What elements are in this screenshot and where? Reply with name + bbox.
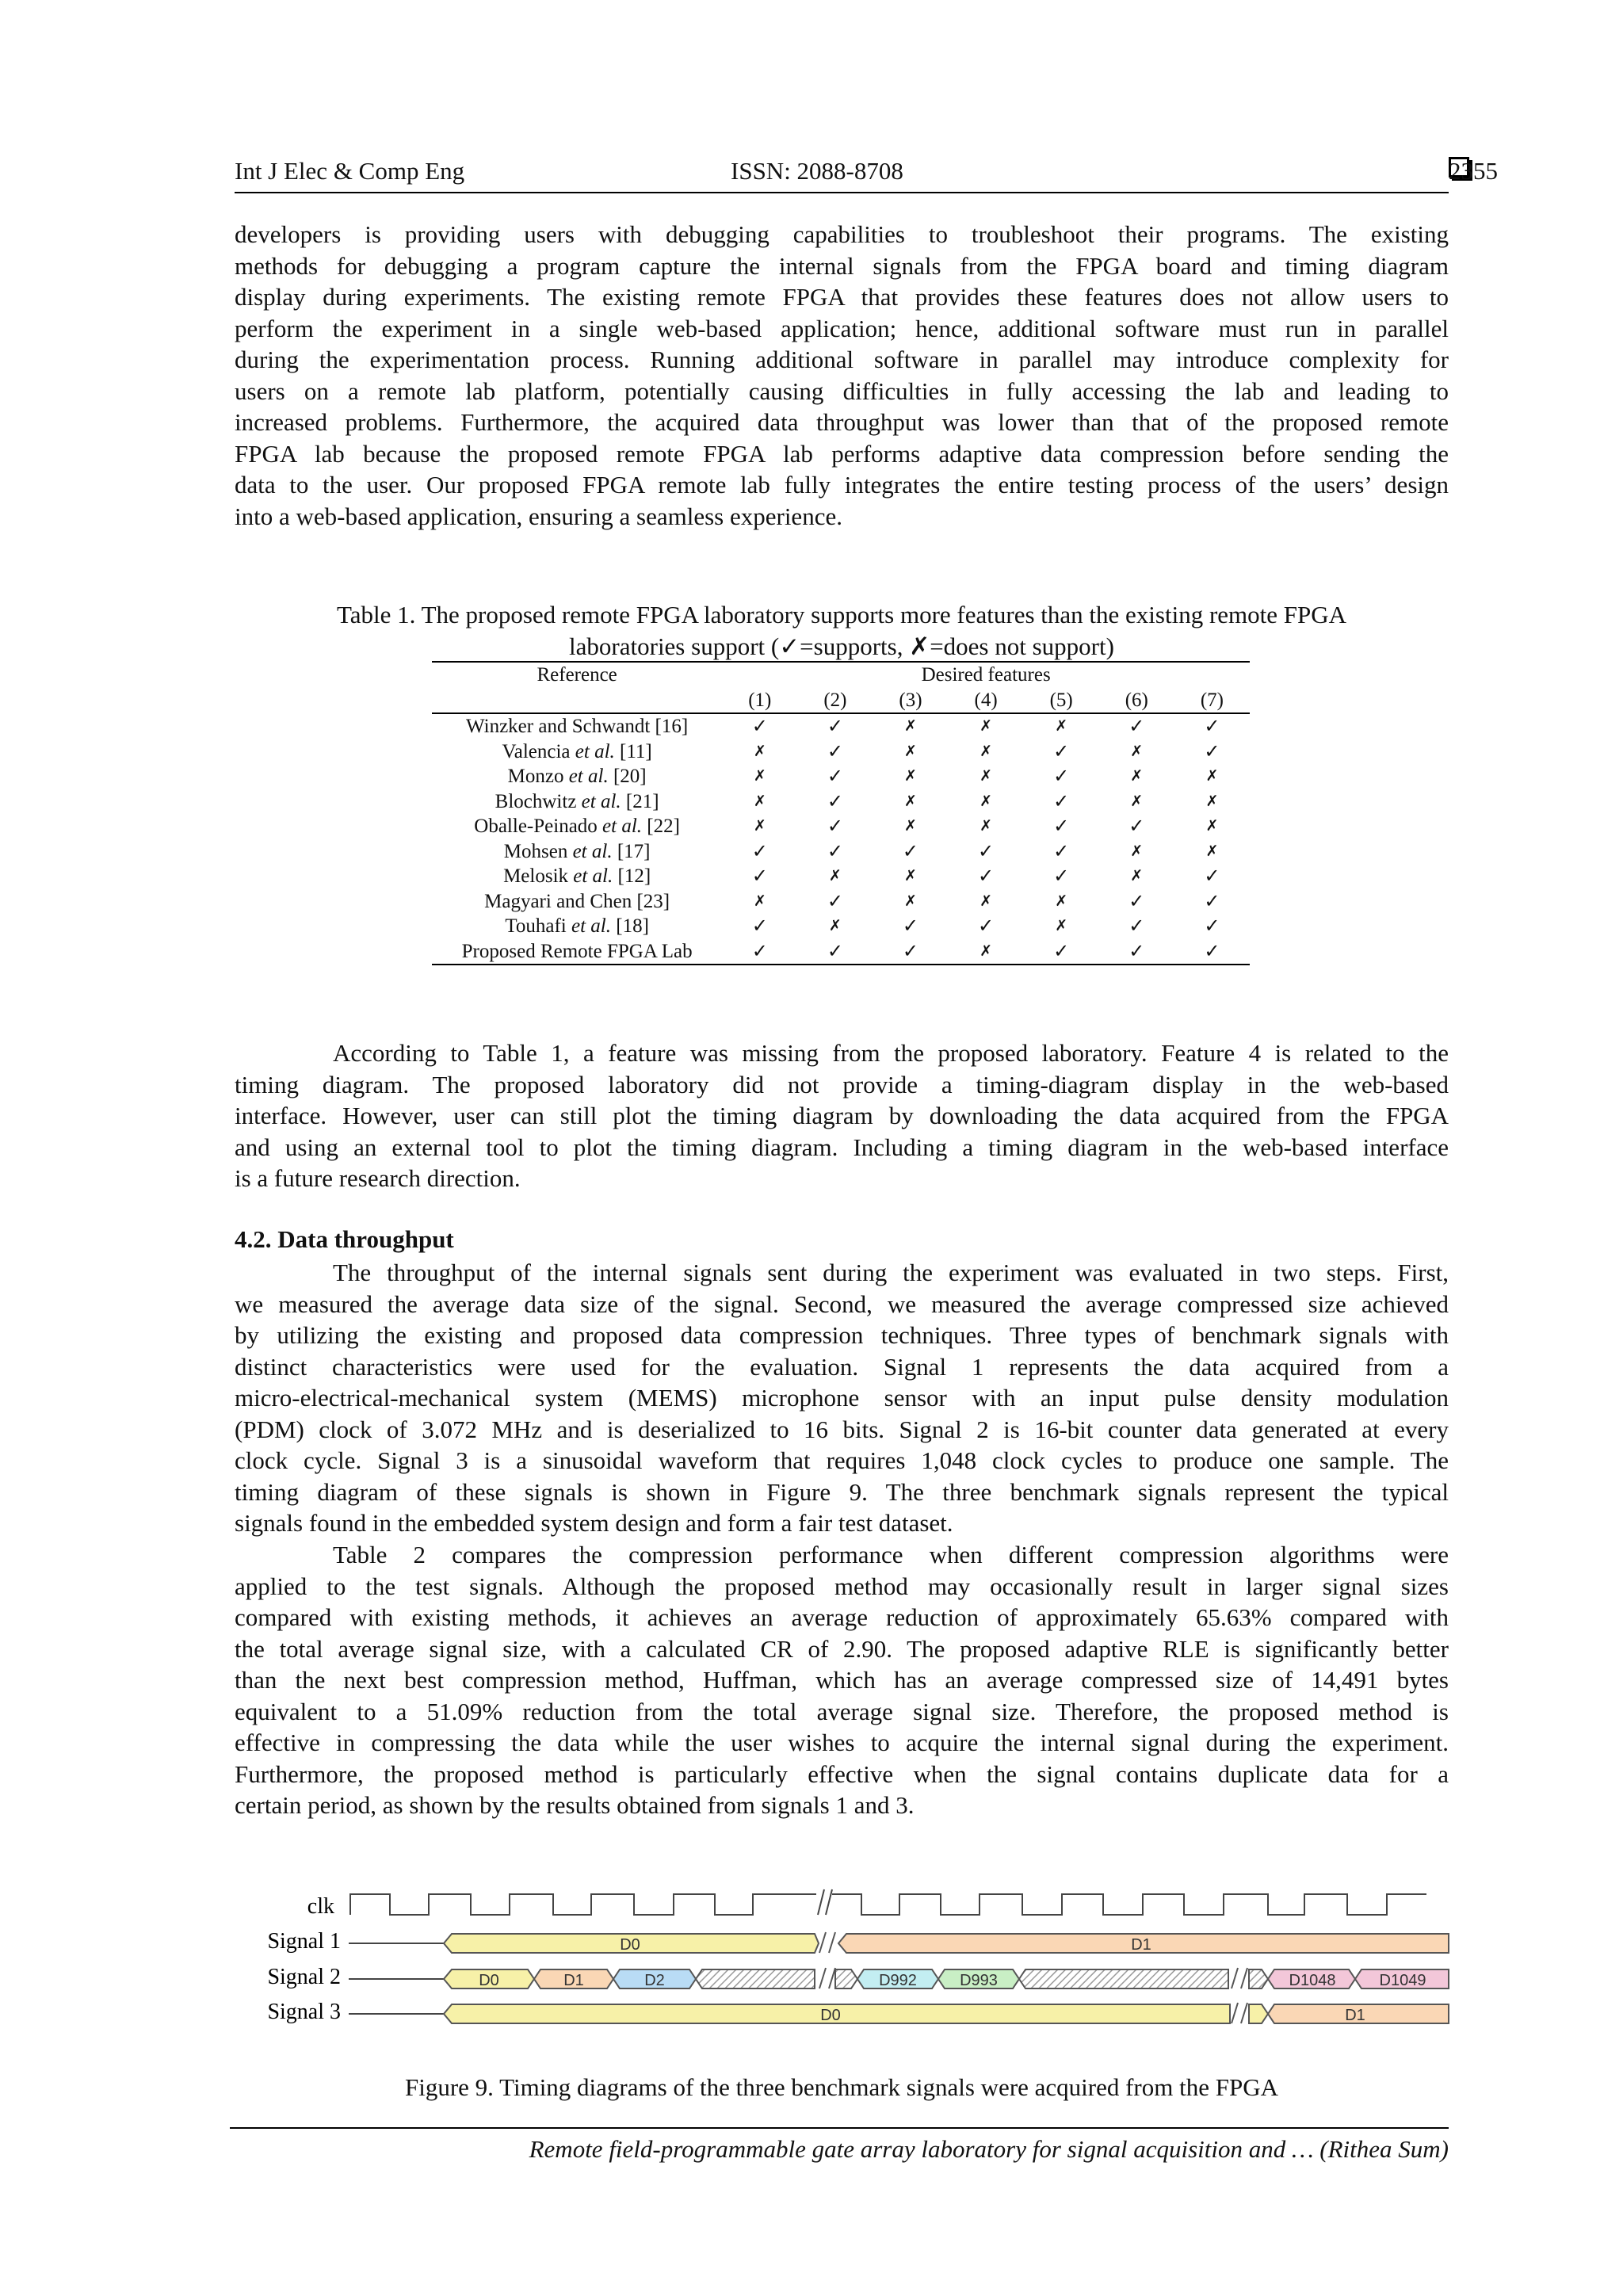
text-line: (PDM) clock of 3.072 MHz and is deserialized to 16 bits. Signal 2 is 16-bit counter data generated at every [235, 1415, 1449, 1443]
journal-name: Int J Elec & Comp Eng [235, 157, 465, 185]
table1-caption-line1: Table 1. The proposed remote FPGA laboratory supports more features than the existing remote FPGA [336, 601, 1347, 628]
check-icon: ✓ [978, 915, 995, 937]
table1-discussion-paragraph [235, 1037, 1449, 1194]
reference-author: Magyari and Chen [23] [484, 890, 670, 912]
reference-et-al: et al. [602, 816, 643, 837]
text-line: applied to the test signals. Although the proposed method may occasionally result in larger signal sizes [235, 1572, 1449, 1600]
check-icon: ✓ [827, 889, 843, 912]
feature-number: (4) [974, 689, 998, 711]
check-icon: ✓ [1128, 939, 1145, 962]
reference-author: Blochwitz [495, 790, 582, 812]
figure9-caption: Figure 9. Timing diagrams of the three benchmark signals were acquired from the FPGA [405, 2073, 1278, 2101]
text-line: According to Table 1, a feature was missing from the proposed laboratory. Feature 4 is related to the [333, 1039, 1449, 1067]
reference-et-al: et al. [581, 790, 621, 812]
cross-icon: ✗ [904, 742, 917, 760]
table-row [432, 739, 1250, 765]
cross-icon: ✗ [1130, 792, 1144, 810]
check-icon: ✓ [978, 839, 995, 862]
reference-cell [432, 839, 722, 865]
reference-et-al: et al. [573, 865, 613, 887]
feature-number: (3) [899, 689, 922, 711]
text-line: timing diagram of these signals is shown in Figure 9. The three benchmark signals represent the typical [235, 1477, 1449, 1506]
signal3-break-icon [1232, 2003, 1247, 2023]
text-line: clock cycle. Signal 3 is a sinusoidal waveform that requires 1,048 clock cycles to produce one sample. The [235, 1446, 1449, 1474]
signal2-d1-label: D1 [563, 1972, 584, 1989]
cross-icon: ✗ [904, 892, 917, 910]
signal2-hatch-1 [696, 1969, 815, 1988]
text-line: methods for debugging a program capture the internal signals from the FPGA board and timing diagram [235, 251, 1449, 280]
reference-citation: [20] [608, 766, 647, 787]
timing-diagram [262, 1886, 1450, 2029]
reference-cell [432, 789, 722, 815]
feature-number: (5) [1049, 689, 1073, 711]
clk-break-icon-2 [1230, 1889, 1244, 1915]
cross-icon: ✗ [904, 867, 917, 884]
cross-icon: ✗ [753, 742, 766, 760]
table-row [432, 939, 1250, 965]
text-line: developers is providing users with debugging capabilities to troubleshoot their programs. The existing [235, 220, 1449, 248]
reference-cell [432, 914, 722, 939]
text-line: and using an external tool to plot the timing diagram. Including a timing diagram in the web-based interface [235, 1133, 1449, 1161]
reference-et-al: et al. [572, 840, 613, 862]
signal2-d0-label: D0 [479, 1972, 499, 1989]
table1-caption-line2: laboratories support (✓=supports, ✗=does not support) [569, 632, 1114, 660]
check-icon: ✓ [827, 815, 843, 837]
footer-rule [230, 2127, 1449, 2129]
check-icon: ✓ [751, 865, 768, 887]
signal2-hatch-4 [1249, 1969, 1268, 1988]
signal2-hatch-2 [835, 1969, 857, 1988]
clk-waveform [350, 1894, 1426, 1915]
cross-icon: ✗ [753, 892, 766, 910]
text-line: data to the user. Our proposed FPGA remote lab fully integrates the entire testing process of the users’ design [235, 471, 1449, 499]
cross-icon: ✗ [753, 817, 766, 835]
table-row [432, 814, 1250, 839]
reference-cell [432, 713, 722, 739]
cross-icon: ✗ [980, 742, 993, 760]
cross-icon: ✗ [1205, 842, 1219, 860]
cross-icon: ✗ [980, 892, 993, 910]
cross-icon: ✗ [904, 767, 917, 785]
check-icon: ✓ [827, 765, 843, 787]
cross-icon: ✗ [1055, 917, 1068, 934]
cross-icon: ✗ [1055, 717, 1068, 735]
text-line: Furthermore, the proposed method is particularly effective when the signal contains duplicate data for a [235, 1759, 1449, 1788]
text-line: the total average signal size, with a calculated CR of 2.90. The proposed adaptive RLE is significantly better [235, 1634, 1449, 1663]
table-row [432, 713, 1250, 739]
cross-icon: ✗ [980, 767, 993, 785]
text-line: compared with existing methods, it achieves an average reduction of approximately 65.63% compared with [235, 1603, 1449, 1631]
text-line: display during experiments. The existing remote FPGA that provides these features does not allow users to [235, 283, 1449, 311]
comparison-paragraph [235, 1539, 1449, 1821]
check-icon: ✓ [1053, 865, 1070, 887]
check-icon: ✓ [751, 839, 768, 862]
cross-icon: ✗ [904, 817, 917, 835]
text-line: is a future research direction. [235, 1164, 521, 1192]
text-line: than the next best compression method, Huffman, which has an average compressed size of 14,491 bytes [235, 1666, 1449, 1694]
text-line: interface. However, user can still plot the timing diagram by downloading the data acquired from the FPGA [235, 1102, 1449, 1129]
text-line: certain period, as shown by the results obtained from signals 1 and 3. [235, 1791, 915, 1819]
check-icon: ✓ [1128, 915, 1145, 937]
reference-cell [432, 889, 722, 915]
cross-icon: ✗ [828, 917, 842, 934]
label-signal-1: Signal 1 [267, 1929, 341, 1954]
check-icon: ✓ [1204, 715, 1220, 737]
reference-et-al: et al. [575, 740, 615, 762]
check-icon: ✓ [827, 939, 843, 962]
reference-author: Proposed Remote FPGA Lab [461, 940, 693, 962]
label-signal-2: Signal 2 [267, 1965, 341, 1989]
reference-citation: [17] [612, 840, 651, 862]
table-row [432, 889, 1250, 915]
text-line: timing diagram. The proposed laboratory did not provide a timing-diagram display in the web-based [235, 1070, 1449, 1098]
table-row [432, 914, 1250, 939]
reference-author: Oballe-Peinado [474, 816, 603, 837]
signal2-break-icon-2 [1232, 1968, 1247, 1988]
check-icon: ✓ [751, 915, 768, 937]
cross-icon: ✗ [1130, 867, 1144, 884]
table-row [432, 764, 1250, 789]
cross-icon: ✗ [980, 817, 993, 835]
cross-icon: ✗ [980, 717, 993, 735]
table-row [432, 864, 1250, 889]
cross-icon: ✗ [1205, 817, 1219, 835]
reference-cell [432, 764, 722, 789]
label-clk: clk [307, 1894, 334, 1919]
table1-caption [235, 599, 1449, 663]
text-line: effective in compressing the data while the user wishes to acquire the internal signal during the experiment. [235, 1729, 1449, 1756]
check-icon: ✓ [1053, 739, 1070, 762]
table1-feature-number-row [432, 688, 1250, 714]
reference-citation: [18] [611, 915, 649, 937]
check-icon: ✓ [1053, 939, 1070, 962]
intro-paragraph [235, 219, 1449, 532]
cross-icon: ✗ [904, 792, 917, 810]
signal3-d0-label: D0 [820, 2007, 841, 2024]
text-line: increased problems. Furthermore, the acquired data throughput was lower than that of the proposed remote [235, 408, 1449, 436]
reference-author: Mohsen [503, 840, 573, 862]
reference-citation: [12] [613, 865, 651, 887]
check-icon: ✓ [827, 739, 843, 762]
check-icon: ✓ [827, 715, 843, 737]
clk-break-icon [818, 1889, 832, 1915]
reference-et-al: et al. [568, 766, 609, 787]
signal1-d0-label: D0 [620, 1936, 640, 1954]
reference-et-al: et al. [571, 915, 611, 937]
check-icon: ✓ [902, 939, 919, 962]
text-line: distinct characteristics were used for the evaluation. Signal 1 represents the data acquired from a [235, 1352, 1449, 1381]
reference-cell [432, 864, 722, 889]
reference-cell [432, 814, 722, 839]
check-icon: ✓ [1204, 939, 1220, 962]
table1-header-row [432, 662, 1250, 688]
cross-icon: ✗ [980, 792, 993, 810]
text-line: signals found in the embedded system design and form a fair test dataset. [235, 1509, 953, 1537]
text-line: equivalent to a 51.09% reduction from the total average signal size. Therefore, the proposed method is [235, 1697, 1449, 1725]
reference-author: Melosik [503, 865, 574, 887]
signal3-block-d0-tail [1249, 2004, 1268, 2023]
check-icon: ✓ [1128, 889, 1145, 912]
page-header [235, 157, 1498, 193]
check-icon: ✓ [902, 915, 919, 937]
col-desired-features: Desired features [921, 664, 1051, 686]
page-footer: Remote field-programmable gate array laboratory for signal acquisition and … (Rithea Sum) [529, 2135, 1449, 2163]
reference-author: Touhafi [505, 915, 571, 937]
throughput-paragraph [235, 1257, 1449, 1539]
cross-icon: ✗ [753, 767, 766, 785]
signal2-hatch-3 [1019, 1969, 1228, 1988]
check-icon: ✓ [1204, 889, 1220, 912]
text-line: into a web-based application, ensuring a seamless experience. [235, 502, 842, 530]
label-signal-3: Signal 3 [267, 2000, 341, 2024]
cross-icon: ✗ [828, 867, 842, 884]
signal3-d1-label: D1 [1345, 2007, 1365, 2024]
reference-cell [432, 939, 722, 965]
table-row [432, 789, 1250, 815]
check-icon: ✓ [751, 715, 768, 737]
reference-author: Winzker and Schwandt [16] [466, 716, 689, 737]
cross-icon: ✗ [1205, 767, 1219, 785]
reference-cell [432, 739, 722, 765]
reference-author: Valencia [502, 740, 575, 762]
cross-icon: ✗ [1055, 892, 1068, 910]
signal2-d1049-label: D1049 [1379, 1972, 1426, 1989]
signal1-d1-label: D1 [1131, 1936, 1151, 1954]
figure9 [262, 1886, 1450, 2029]
cross-icon: ✗ [753, 792, 766, 810]
section-heading: 4.2. Data throughput [235, 1225, 454, 1253]
cross-icon: ✗ [1130, 767, 1144, 785]
signal1-break-icon [819, 1932, 835, 1953]
text-line: micro-electrical-mechanical system (MEMS) microphone sensor with an input pulse density modulation [235, 1384, 1449, 1412]
text-line: by utilizing the existing and proposed data compression techniques. Three types of benchmark signals with [235, 1321, 1449, 1349]
check-icon: ✓ [1128, 815, 1145, 837]
cross-icon: ✗ [980, 942, 993, 960]
reference-citation: [22] [642, 816, 680, 837]
reference-author: Monzo [507, 766, 569, 787]
reference-citation: [11] [614, 740, 652, 762]
check-icon: ✓ [978, 865, 995, 887]
signal2-d1048-label: D1048 [1289, 1972, 1336, 1989]
text-line: during the experimentation process. Running additional software in parallel may introduce complexity for [235, 346, 1449, 373]
feature-number: (7) [1200, 689, 1224, 711]
check-icon: ✓ [1053, 765, 1070, 787]
feature-number: (2) [823, 689, 847, 711]
text-line: The throughput of the internal signals sent during the experiment was evaluated in two steps. First, [333, 1259, 1449, 1286]
text-line: Table 2 compares the compression performance when different compression algorithms were [333, 1541, 1449, 1568]
signal2-break-icon [819, 1968, 835, 1988]
cross-icon: ✗ [1205, 792, 1219, 810]
feature-number: (1) [748, 689, 772, 711]
feature-number: (6) [1125, 689, 1148, 711]
table1 [432, 661, 1250, 965]
text-line: FPGA lab because the proposed remote FPGA lab performs adaptive data compression before sending the [235, 439, 1449, 468]
check-icon: ✓ [751, 939, 768, 962]
cross-icon: ✗ [1130, 842, 1144, 860]
check-icon: ✓ [1204, 865, 1220, 887]
issn: ISSN: 2088-8708 [731, 157, 903, 185]
col-reference: Reference [537, 664, 617, 686]
reference-citation: [21] [621, 790, 659, 812]
check-icon: ✓ [1128, 715, 1145, 737]
cross-icon: ✗ [904, 717, 917, 735]
check-icon: ✓ [1053, 789, 1070, 812]
check-icon: ✓ [827, 839, 843, 862]
check-icon: ✓ [1053, 815, 1070, 837]
text-line: perform the experiment in a single web-based application; hence, additional software must run in parallel [235, 314, 1449, 342]
text-line: we measured the average data size of the signal. Second, we measured the average compressed size achieved [235, 1289, 1449, 1318]
check-icon: ✓ [1053, 839, 1070, 862]
check-icon: ✓ [1204, 739, 1220, 762]
signal2-d993-label: D993 [960, 1972, 998, 1989]
page-number: 2355 [1449, 157, 1498, 185]
check-icon: ✓ [1204, 915, 1220, 937]
signal2-d992-label: D992 [879, 1972, 917, 1989]
check-icon: ✓ [827, 789, 843, 812]
text-line: users on a remote lab platform, potentially causing difficulties in fully accessing the lab and leading to [235, 376, 1449, 405]
cross-icon: ✗ [1130, 742, 1144, 760]
table-row [432, 839, 1250, 865]
check-icon: ✓ [902, 839, 919, 862]
signal2-d2-label: D2 [644, 1972, 665, 1989]
